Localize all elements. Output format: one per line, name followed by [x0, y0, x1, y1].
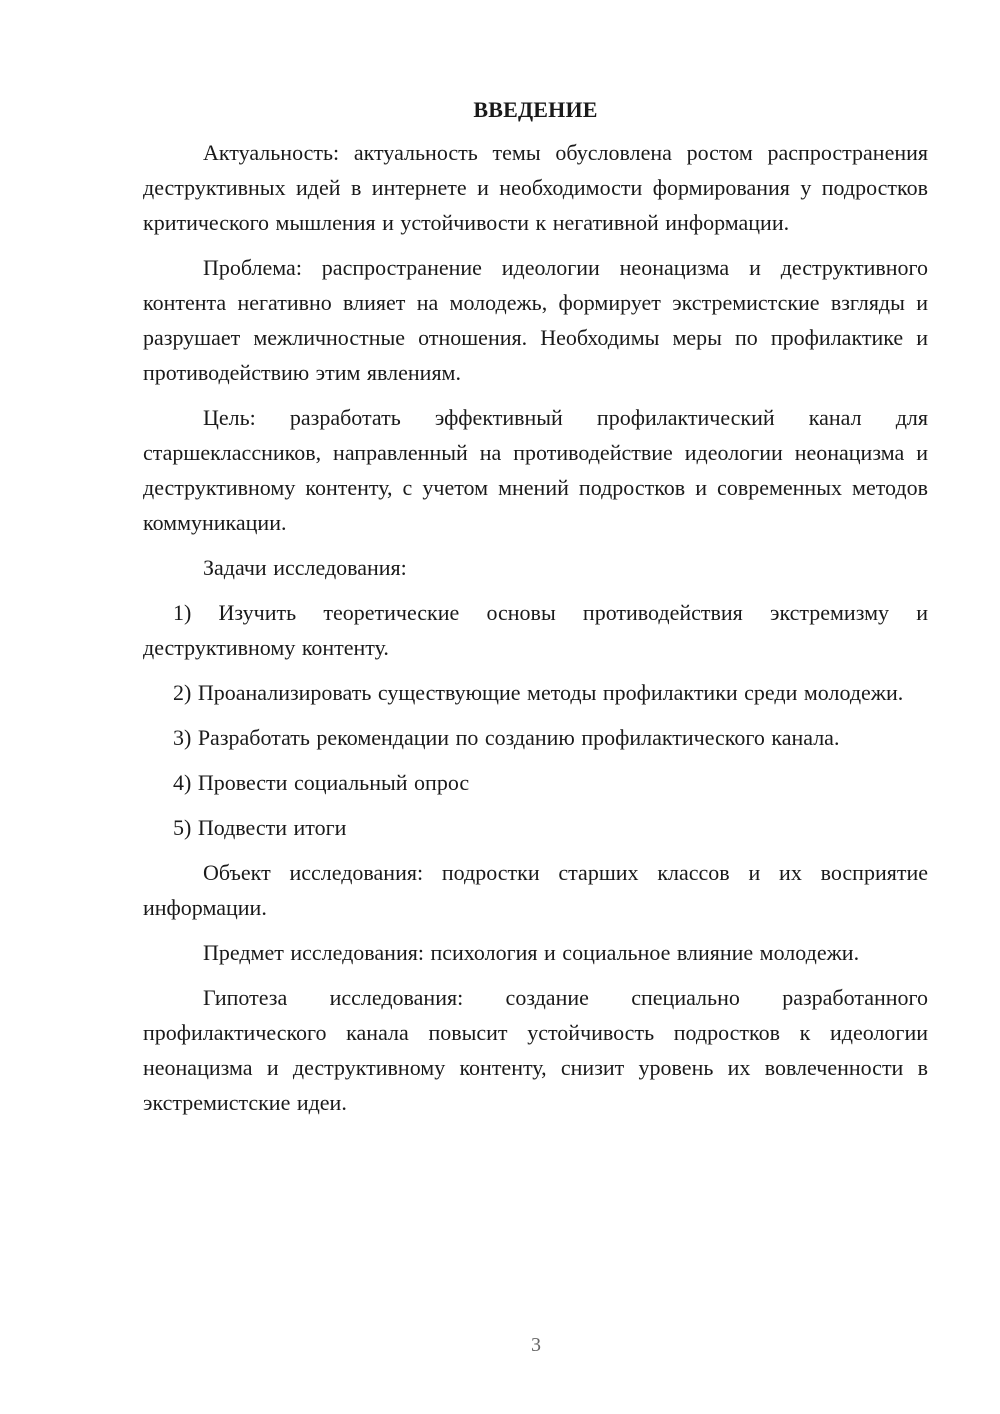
document-page — [143, 92, 928, 1130]
paragraph-object: Объект исследования: подростки старших классов и их восприятие информации. — [143, 860, 928, 920]
paragraph-relevance: Актуальность: актуальность темы обусловлена ростом распространения деструктивных идей в интернете и необходимости формирования у подростков критического мышления и устойчивости к негативной информации. — [143, 140, 928, 235]
paragraph-goal: Цель: разработать эффективный профилактический канал для старшеклассников, направленный на противодействие идеологии неонацизма и деструктивному контенту, с учетом мнений подростков и современных методов коммуникации. — [143, 405, 928, 535]
task-item-4: 4) Провести социальный опрос — [173, 770, 470, 795]
paragraph-problem: Проблема: распространение идеологии неонацизма и деструктивного контента негативно влияет на молодежь, формирует экстремистские взгляды и разрушает межличностные отношения. Необходимы меры по профилактике и противодействию этим явлениям. — [143, 255, 928, 385]
paragraph-subject: Предмет исследования: психология и социальное влияние молодежи. — [203, 940, 860, 965]
task-item-5: 5) Подвести итоги — [173, 815, 347, 840]
page-title: ВВЕДЕНИЕ — [473, 97, 598, 122]
task-item-2: 2) Проанализировать существующие методы профилактики среди молодежи. — [173, 680, 904, 705]
page-number: 3 — [531, 1334, 541, 1356]
task-item-3: 3) Разработать рекомендации по созданию профилактического канала. — [173, 725, 840, 750]
tasks-heading: Задачи исследования: — [203, 555, 407, 580]
task-item-1: 1) Изучить теоретические основы противодействия экстремизму и деструктивному контенту. — [143, 600, 928, 660]
paragraph-hypothesis: Гипотеза исследования: создание специально разработанного профилактического канала повысит устойчивость подростков к идеологии неонацизма и деструктивному контенту, снизит уровень их вовлеченности в экстремистские идеи. — [143, 985, 928, 1115]
